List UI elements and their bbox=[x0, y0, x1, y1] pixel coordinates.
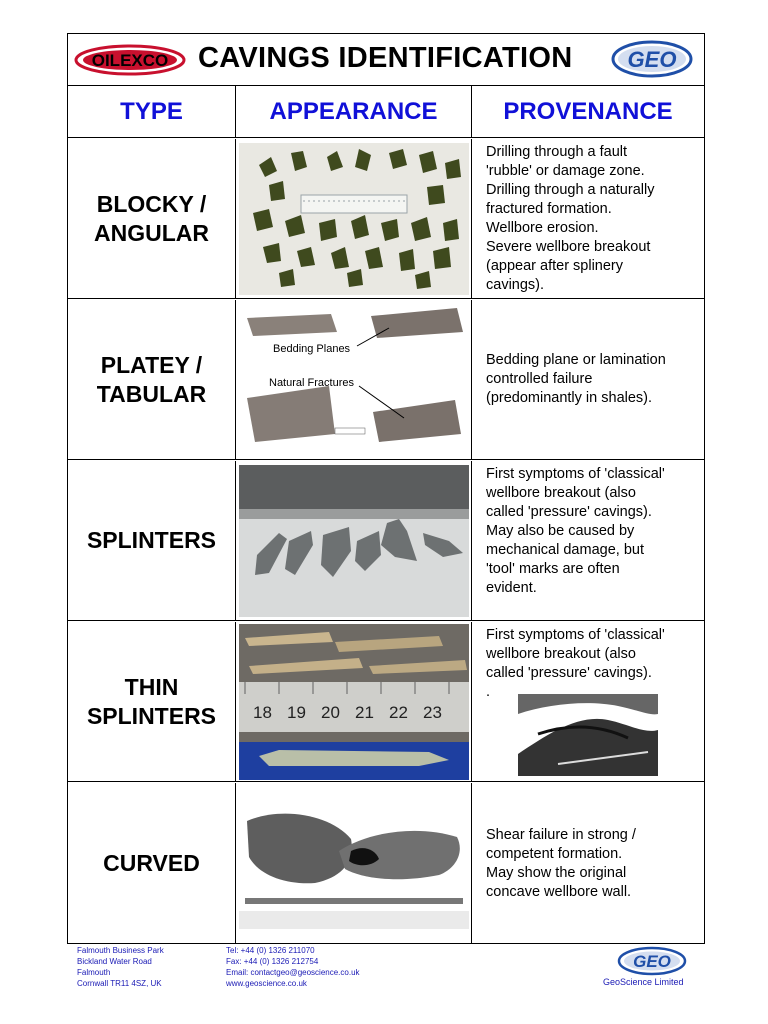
footer-contact: Tel: +44 (0) 1326 211070 Fax: +44 (0) 1326 212754 Email: contactgeo@geoscience.co.uk www.geoscience.co.uk bbox=[226, 946, 360, 988]
provenance-text: First symptoms of 'classical' wellbore breakout (also called 'pressure' cavings). . bbox=[486, 627, 665, 700]
svg-text:22: 22 bbox=[389, 703, 408, 722]
svg-text:OILEXCO: OILEXCO bbox=[91, 51, 169, 70]
type-label: PLATEY / TABULAR bbox=[96, 351, 207, 407]
svg-text:19: 19 bbox=[287, 703, 306, 722]
cavings-identification-sheet bbox=[67, 33, 705, 944]
svg-text:GEO: GEO bbox=[633, 952, 671, 971]
type-label: THIN SPLINTERS bbox=[86, 673, 217, 729]
table-row bbox=[68, 139, 704, 299]
geo-footer-logo bbox=[617, 946, 687, 981]
table-row bbox=[68, 622, 704, 782]
borehole-breakout-photo bbox=[518, 694, 658, 781]
page-title: CAVINGS IDENTIFICATION bbox=[198, 42, 573, 74]
splinters-cavings-photo bbox=[239, 465, 469, 617]
blocky-angular-cavings-photo bbox=[239, 143, 469, 295]
svg-text:GEO: GEO bbox=[627, 47, 677, 72]
column-header-type: TYPE bbox=[120, 97, 183, 125]
title-row bbox=[68, 34, 704, 86]
thin-splinters-cavings-photo bbox=[239, 624, 469, 780]
table-row bbox=[68, 300, 704, 460]
svg-text:Natural Fractures: Natural Fractures bbox=[269, 377, 354, 389]
table-header-row bbox=[68, 86, 704, 138]
svg-text:23: 23 bbox=[423, 703, 442, 722]
type-label: CURVED bbox=[103, 850, 200, 876]
provenance-text: Drilling through a fault 'rubble' or damage zone. Drilling through a naturally fractured formation. Wellbore erosion. Severe wellbore breakout (appear after splinery cavings). bbox=[486, 144, 655, 293]
column-header-provenance: PROVENANCE bbox=[503, 97, 673, 125]
provenance-text: Shear failure in strong / competent formation. May show the original concave wellbore wall. bbox=[486, 826, 636, 900]
svg-text:21: 21 bbox=[355, 703, 374, 722]
page-footer bbox=[0, 944, 768, 1024]
curved-cavings-photo bbox=[239, 795, 469, 929]
footer-address: Falmouth Business Park Bickland Water Road Falmouth Cornwall TR11 4SZ, UK bbox=[77, 946, 164, 988]
table-row bbox=[68, 461, 704, 621]
svg-text:20: 20 bbox=[321, 703, 340, 722]
footer-company-name: GeoScience Limited bbox=[603, 977, 684, 987]
svg-text:18: 18 bbox=[253, 703, 272, 722]
provenance-text: Bedding plane or lamination controlled failure (predominantly in shales). bbox=[486, 352, 666, 406]
column-header-appearance: APPEARANCE bbox=[269, 97, 438, 125]
svg-text:Bedding Planes: Bedding Planes bbox=[273, 343, 351, 355]
type-label: SPLINTERS bbox=[86, 527, 217, 553]
table-row bbox=[68, 783, 704, 944]
geo-logo bbox=[611, 40, 693, 83]
type-label: BLOCKY / ANGULAR bbox=[94, 190, 209, 246]
oilexco-logo bbox=[74, 44, 186, 81]
provenance-text: First symptoms of 'classical' wellbore breakout (also called 'pressure' cavings). May also be caused by mechanical damage, but 'tool' marks are often evident. bbox=[486, 466, 665, 596]
platey-tabular-cavings-photo bbox=[239, 306, 469, 454]
